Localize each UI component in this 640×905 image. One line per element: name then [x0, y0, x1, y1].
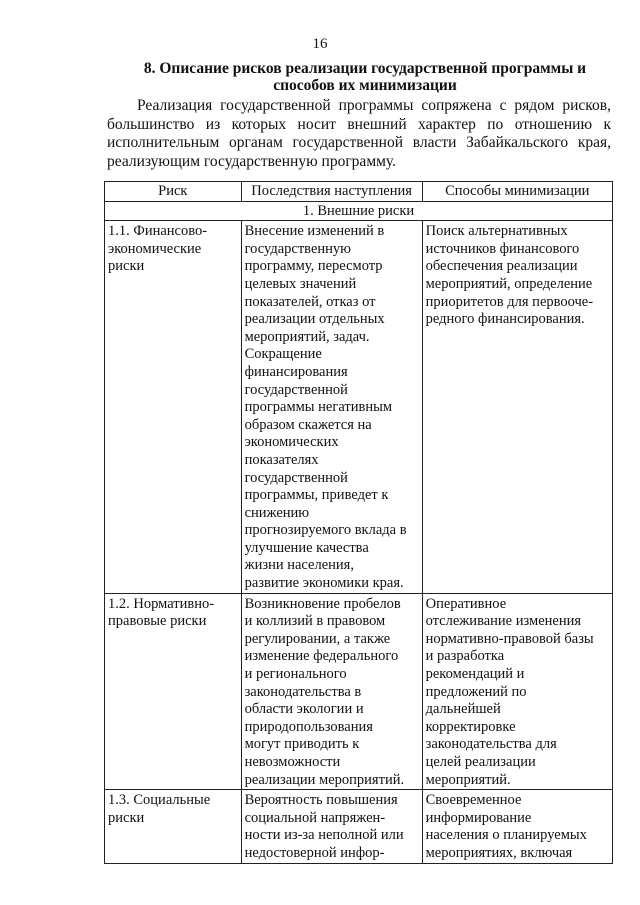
cell-line: и разработка	[425, 648, 505, 665]
cell-line: отслеживание изменения	[425, 613, 582, 630]
cell-line: регулировании, а также	[244, 630, 391, 647]
risk-cell	[105, 790, 242, 863]
cell-line: обеспечения реализации	[425, 258, 578, 275]
cell-line: Своевременное	[425, 792, 522, 809]
consequence-cell	[241, 593, 422, 790]
cell-line: образом скажется на	[244, 416, 372, 433]
table-row	[105, 790, 613, 863]
cell-line: правовые риски	[108, 613, 207, 630]
cell-line: мероприятий, задач.	[244, 328, 370, 345]
cell-line: законодательства для	[425, 736, 557, 753]
cell-line: нормативно-правовой базы	[425, 630, 594, 647]
cell-line: снижению	[244, 504, 310, 521]
cell-line: источников финансового	[425, 240, 580, 257]
cell-line: недостоверной инфор-	[244, 844, 385, 861]
page-number: 16	[312, 36, 328, 52]
cell-line: прогнозируемого вклада в	[244, 522, 407, 539]
cell-line: государственную	[244, 240, 351, 257]
cell-line: и регионального	[244, 666, 347, 683]
consequence-cell	[241, 790, 422, 863]
cell-line: социальной напряжен-	[244, 809, 386, 826]
cell-line: реализации отдельных	[244, 311, 385, 328]
cell-line: Вероятность повышения	[244, 792, 398, 809]
mitigation-cell	[422, 221, 612, 593]
mitigation-cell	[422, 790, 612, 863]
cell-line: развитие экономики края.	[244, 575, 404, 592]
cell-line: Поиск альтернативных	[425, 223, 568, 240]
header-risk: Риск	[105, 182, 242, 202]
cell-line: Возникновение пробелов	[244, 595, 401, 612]
cell-line: 1.1. Финансово-	[108, 223, 208, 240]
table-header-row	[105, 182, 613, 202]
risk-table	[104, 181, 613, 864]
cell-line: Внесение изменений в	[244, 223, 385, 240]
cell-line: мероприятий.	[425, 771, 511, 788]
cell-line: населения о планируемых	[425, 827, 587, 844]
cell-line: корректировке	[425, 718, 516, 735]
header-mitigation: Способы минимизации	[422, 182, 612, 202]
cell-line: целей реализации	[425, 754, 536, 770]
cell-line: изменение федерального	[244, 648, 399, 665]
risk-cell	[105, 593, 242, 790]
cell-line: могут приводить к	[244, 736, 360, 753]
cell-line: показателей, отказ от	[244, 293, 376, 310]
cell-line: рекомендаций и	[425, 666, 525, 683]
group-row	[105, 201, 613, 221]
cell-line: финансирования	[244, 363, 348, 380]
cell-line: предложений по	[425, 683, 527, 700]
cell-line: программы негативным	[244, 399, 392, 416]
cell-line: мероприятиях, включая	[425, 844, 573, 861]
section-title	[100, 60, 630, 94]
cell-line: программы, приведет к	[244, 487, 389, 504]
consequence-cell	[241, 221, 422, 593]
cell-line: редного финансирования.	[425, 311, 585, 328]
intro-paragraph: Реализация государственной программы сопряжена с рядом рисков, большинство из которых носит внешний характер по отношению к исполнительным органам государственной власти Забайкальского края, реализующим государственную программу.	[107, 97, 611, 170]
cell-line: экономические	[108, 240, 202, 257]
cell-line: и коллизий в правовом	[244, 613, 386, 630]
cell-line: жизни населения,	[244, 557, 354, 574]
cell-line: государственной	[244, 381, 348, 398]
cell-line: Оперативное	[425, 595, 507, 612]
cell-line: невозможности	[244, 754, 341, 770]
cell-line: законодательства в	[244, 683, 362, 700]
cell-line: целевых значений	[244, 275, 357, 292]
cell-line: риски	[108, 809, 145, 826]
cell-line: приоритетов для первооче-	[425, 293, 594, 310]
section-title-line-1: 8. Описание рисков реализации государственной программы и	[143, 60, 587, 77]
cell-line: информирование	[425, 809, 532, 826]
cell-line: программу, пересмотр	[244, 258, 383, 275]
group-label: 1. Внешние риски	[105, 201, 613, 221]
cell-line: Сокращение	[244, 346, 322, 363]
cell-line: 1.2. Нормативно-	[108, 595, 215, 612]
cell-line: риски	[108, 258, 145, 275]
section-title-line-2: способов их минимизации	[273, 77, 457, 94]
cell-line: государственной	[244, 469, 348, 486]
cell-line: мероприятий, определение	[425, 275, 593, 292]
table-row	[105, 593, 613, 790]
cell-line: ности из-за неполной или	[244, 827, 404, 844]
cell-line: показателях	[244, 451, 319, 468]
cell-line: природопользования	[244, 718, 373, 735]
table-row	[105, 221, 613, 593]
risk-cell	[105, 221, 242, 593]
header-consequences: Последствия наступления	[241, 182, 422, 202]
cell-line: 1.3. Социальные	[108, 792, 211, 809]
cell-line: улучшение качества	[244, 539, 369, 556]
cell-line: дальнейшей	[425, 701, 501, 718]
mitigation-cell	[422, 593, 612, 790]
cell-line: реализации мероприятий.	[244, 771, 405, 788]
cell-line: области экологии и	[244, 701, 364, 718]
cell-line: экономических	[244, 434, 339, 451]
